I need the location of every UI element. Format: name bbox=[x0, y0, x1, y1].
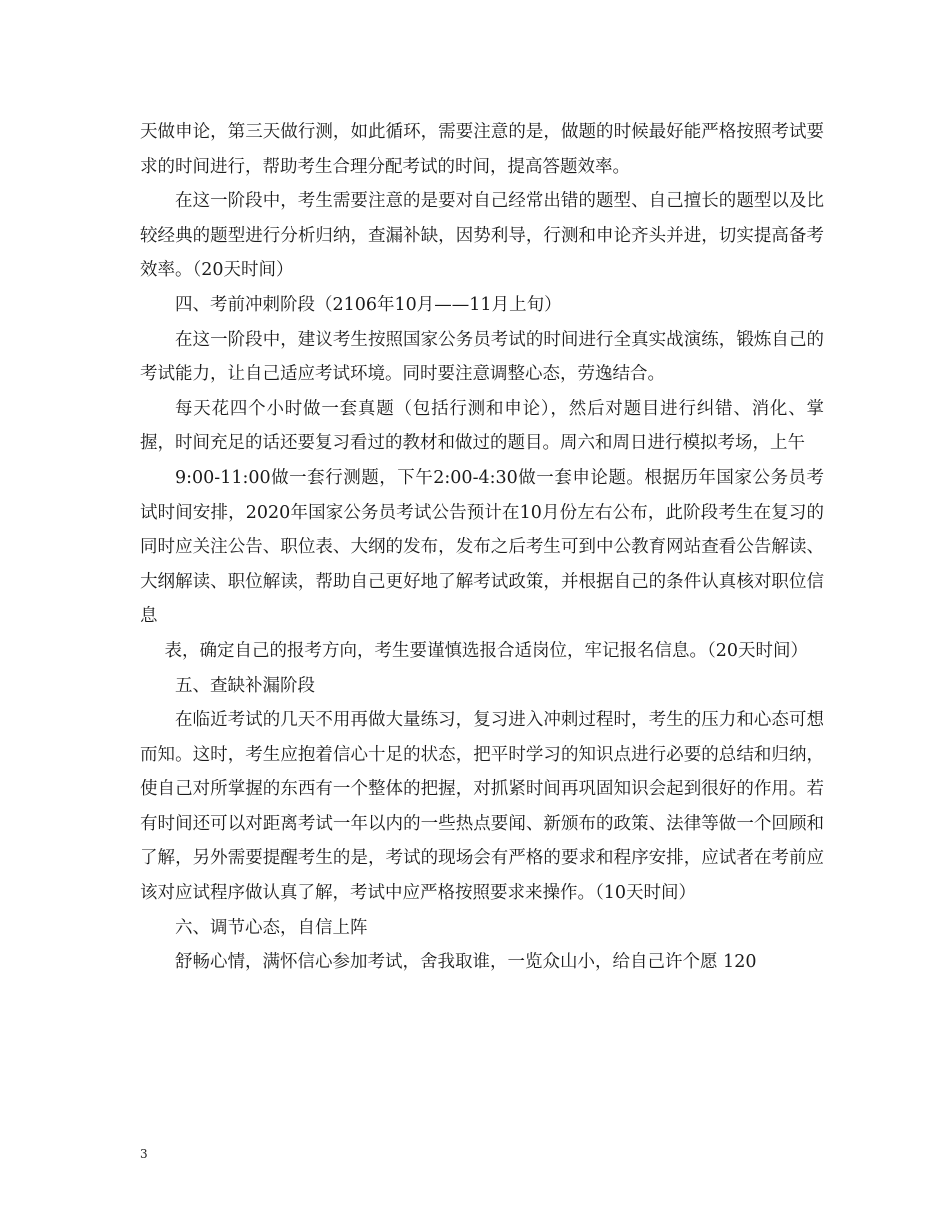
document-body bbox=[140, 115, 824, 980]
paragraph-6: 表，确定自己的报考方向，考生要谨慎选报合适岗位，牢记报名信息。（20天时间） bbox=[164, 640, 809, 661]
paragraph-1: 天做申论，第三天做行测，如此循环，需要注意的是，做题的时候最好能严格按照考试要求的时间进行，帮助考生合理分配考试的时间，提高答题效率。 bbox=[140, 122, 824, 177]
paragraph-2: 在这一阶段中，考生需要注意的是要对自己经常出错的题型、自己擅长的题型以及比较经典的题型进行分析归纳，查漏补缺，因势利导，行测和申论齐头并进，切实提高备考效率。（20天时间） bbox=[140, 191, 824, 281]
paragraph-5: 9:00-11:00做一套行测题，下午2:00-4:30做一套申论题。根据历年国家公务员考试时间安排，2020年国家公务员考试公告预计在10月份左右公布，此阶段考生在复习的同时应关注公告、职位表、大纲的发布，发布之后考生可到中公教育网站查看公告解读、大纲解读、职位解读，帮助自己更好地了解考试政策，并根据自己的条件认真核对职位信息 bbox=[140, 467, 824, 627]
paragraph-7: 在临近考试的几天不用再做大量练习，复习进入冲刺过程时，考生的压力和心态可想而知。这时，考生应抱着信心十足的状态，把平时学习的知识点进行必要的总结和归纳，使自己对所掌握的东西有一个整体的把握，对抓紧时间再巩固知识会起到很好的作用。若有时间还可以对距离考试一年以内的一些热点要闻、新颁布的政策、法律等做一个回顾和了解，另外需要提醒考生的是，考试的现场会有严格的要求和程序安排，应试者在考前应该对应试程序做认真了解，考试中应严格按照要求来操作。（10天时间） bbox=[140, 710, 824, 904]
page-number: 3 bbox=[140, 1147, 148, 1161]
section-heading-6: 六、调节心态，自信上阵 bbox=[175, 917, 368, 938]
section-heading-5: 五、查缺补漏阶段 bbox=[175, 675, 315, 696]
paragraph-4: 每天花四个小时做一套真题（包括行测和申论），然后对题目进行纠错、消化、掌握，时间充足的话还要复习看过的教材和做过的题目。周六和周日进行模拟考场，上午 bbox=[140, 398, 824, 454]
paragraph-3: 在这一阶段中，建议考生按照国家公务员考试的时间进行全真实战演练，锻炼自己的考试能力，让自己适应考试环境。同时要注意调整心态，劳逸结合。 bbox=[140, 329, 824, 385]
paragraph-8: 舒畅心情，满怀信心参加考试，舍我取谁，一览众山小，给自己许个愿 120 bbox=[175, 952, 757, 973]
section-heading-4: 四、考前冲刺阶段（2106年10月——11月上旬） bbox=[175, 294, 562, 315]
